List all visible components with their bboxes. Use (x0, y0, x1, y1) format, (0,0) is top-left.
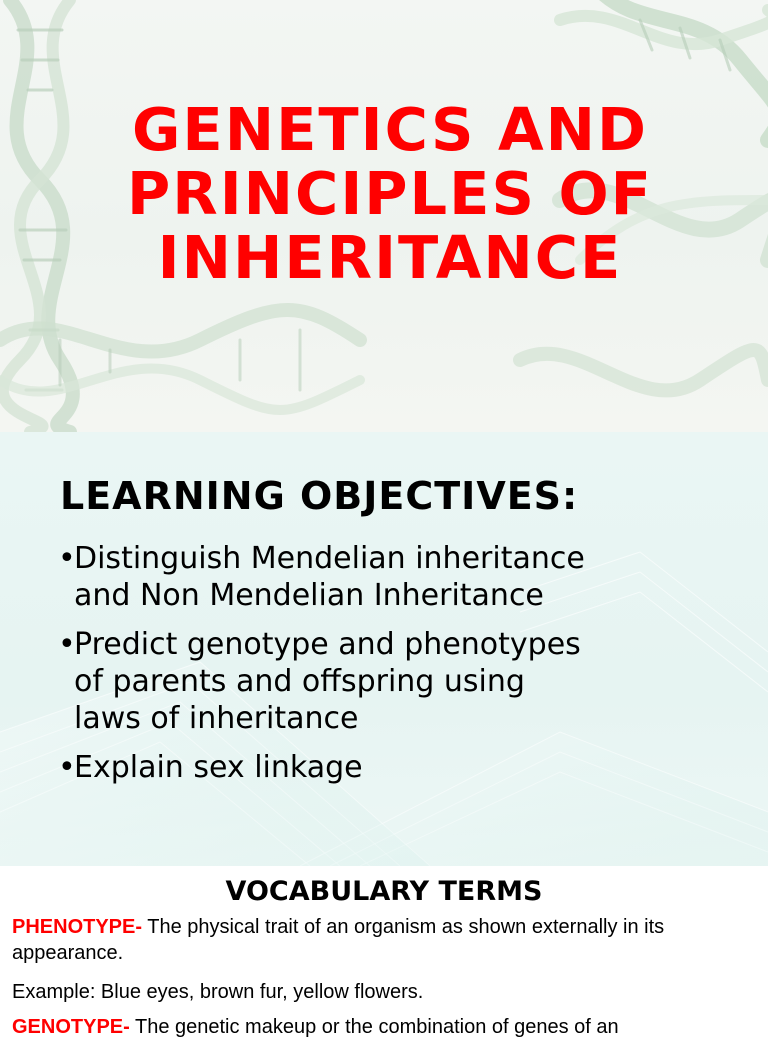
objectives-heading: LEARNING OBJECTIVES: (60, 474, 579, 518)
phenotype-text: The physical trait of an organism as shown externally in its appearance. (12, 916, 665, 964)
vocabulary-slide (0, 866, 768, 1038)
genotype-text: The genetic makeup or the combination of genes of an (129, 1016, 619, 1038)
list-item-line: laws of inheritance (74, 701, 359, 736)
phenotype-term: PHENOTYPE- (12, 916, 143, 938)
objectives-list (58, 540, 718, 798)
phenotype-definition (12, 914, 752, 966)
list-item (58, 540, 718, 614)
title-line: GENETICS AND (131, 95, 649, 164)
presentation-title (40, 95, 740, 292)
title-line: PRINCIPLES OF (127, 159, 653, 228)
genotype-term: GENOTYPE- (12, 1016, 130, 1038)
list-item (58, 749, 718, 786)
list-item-line: and Non Mendelian Inheritance (74, 578, 544, 613)
phenotype-example: Example: Blue eyes, brown fur, yellow flowers. (12, 981, 424, 1003)
bullet: • (58, 627, 76, 662)
list-item-line: Explain sex linkage (74, 750, 363, 785)
genotype-definition (12, 1014, 752, 1040)
title-line: INHERITANCE (157, 223, 623, 292)
objectives-slide (0, 432, 768, 866)
vocabulary-heading: VOCABULARY TERMS (225, 876, 543, 907)
bullet: • (58, 541, 76, 576)
list-item-line: Predict genotype and phenotypes (74, 627, 581, 662)
list-item-line: of parents and offspring using (74, 664, 525, 699)
bullet: • (58, 750, 76, 785)
list-item-line: Distinguish Mendelian inheritance (74, 541, 585, 576)
list-item (58, 626, 718, 737)
title-slide (0, 0, 768, 432)
